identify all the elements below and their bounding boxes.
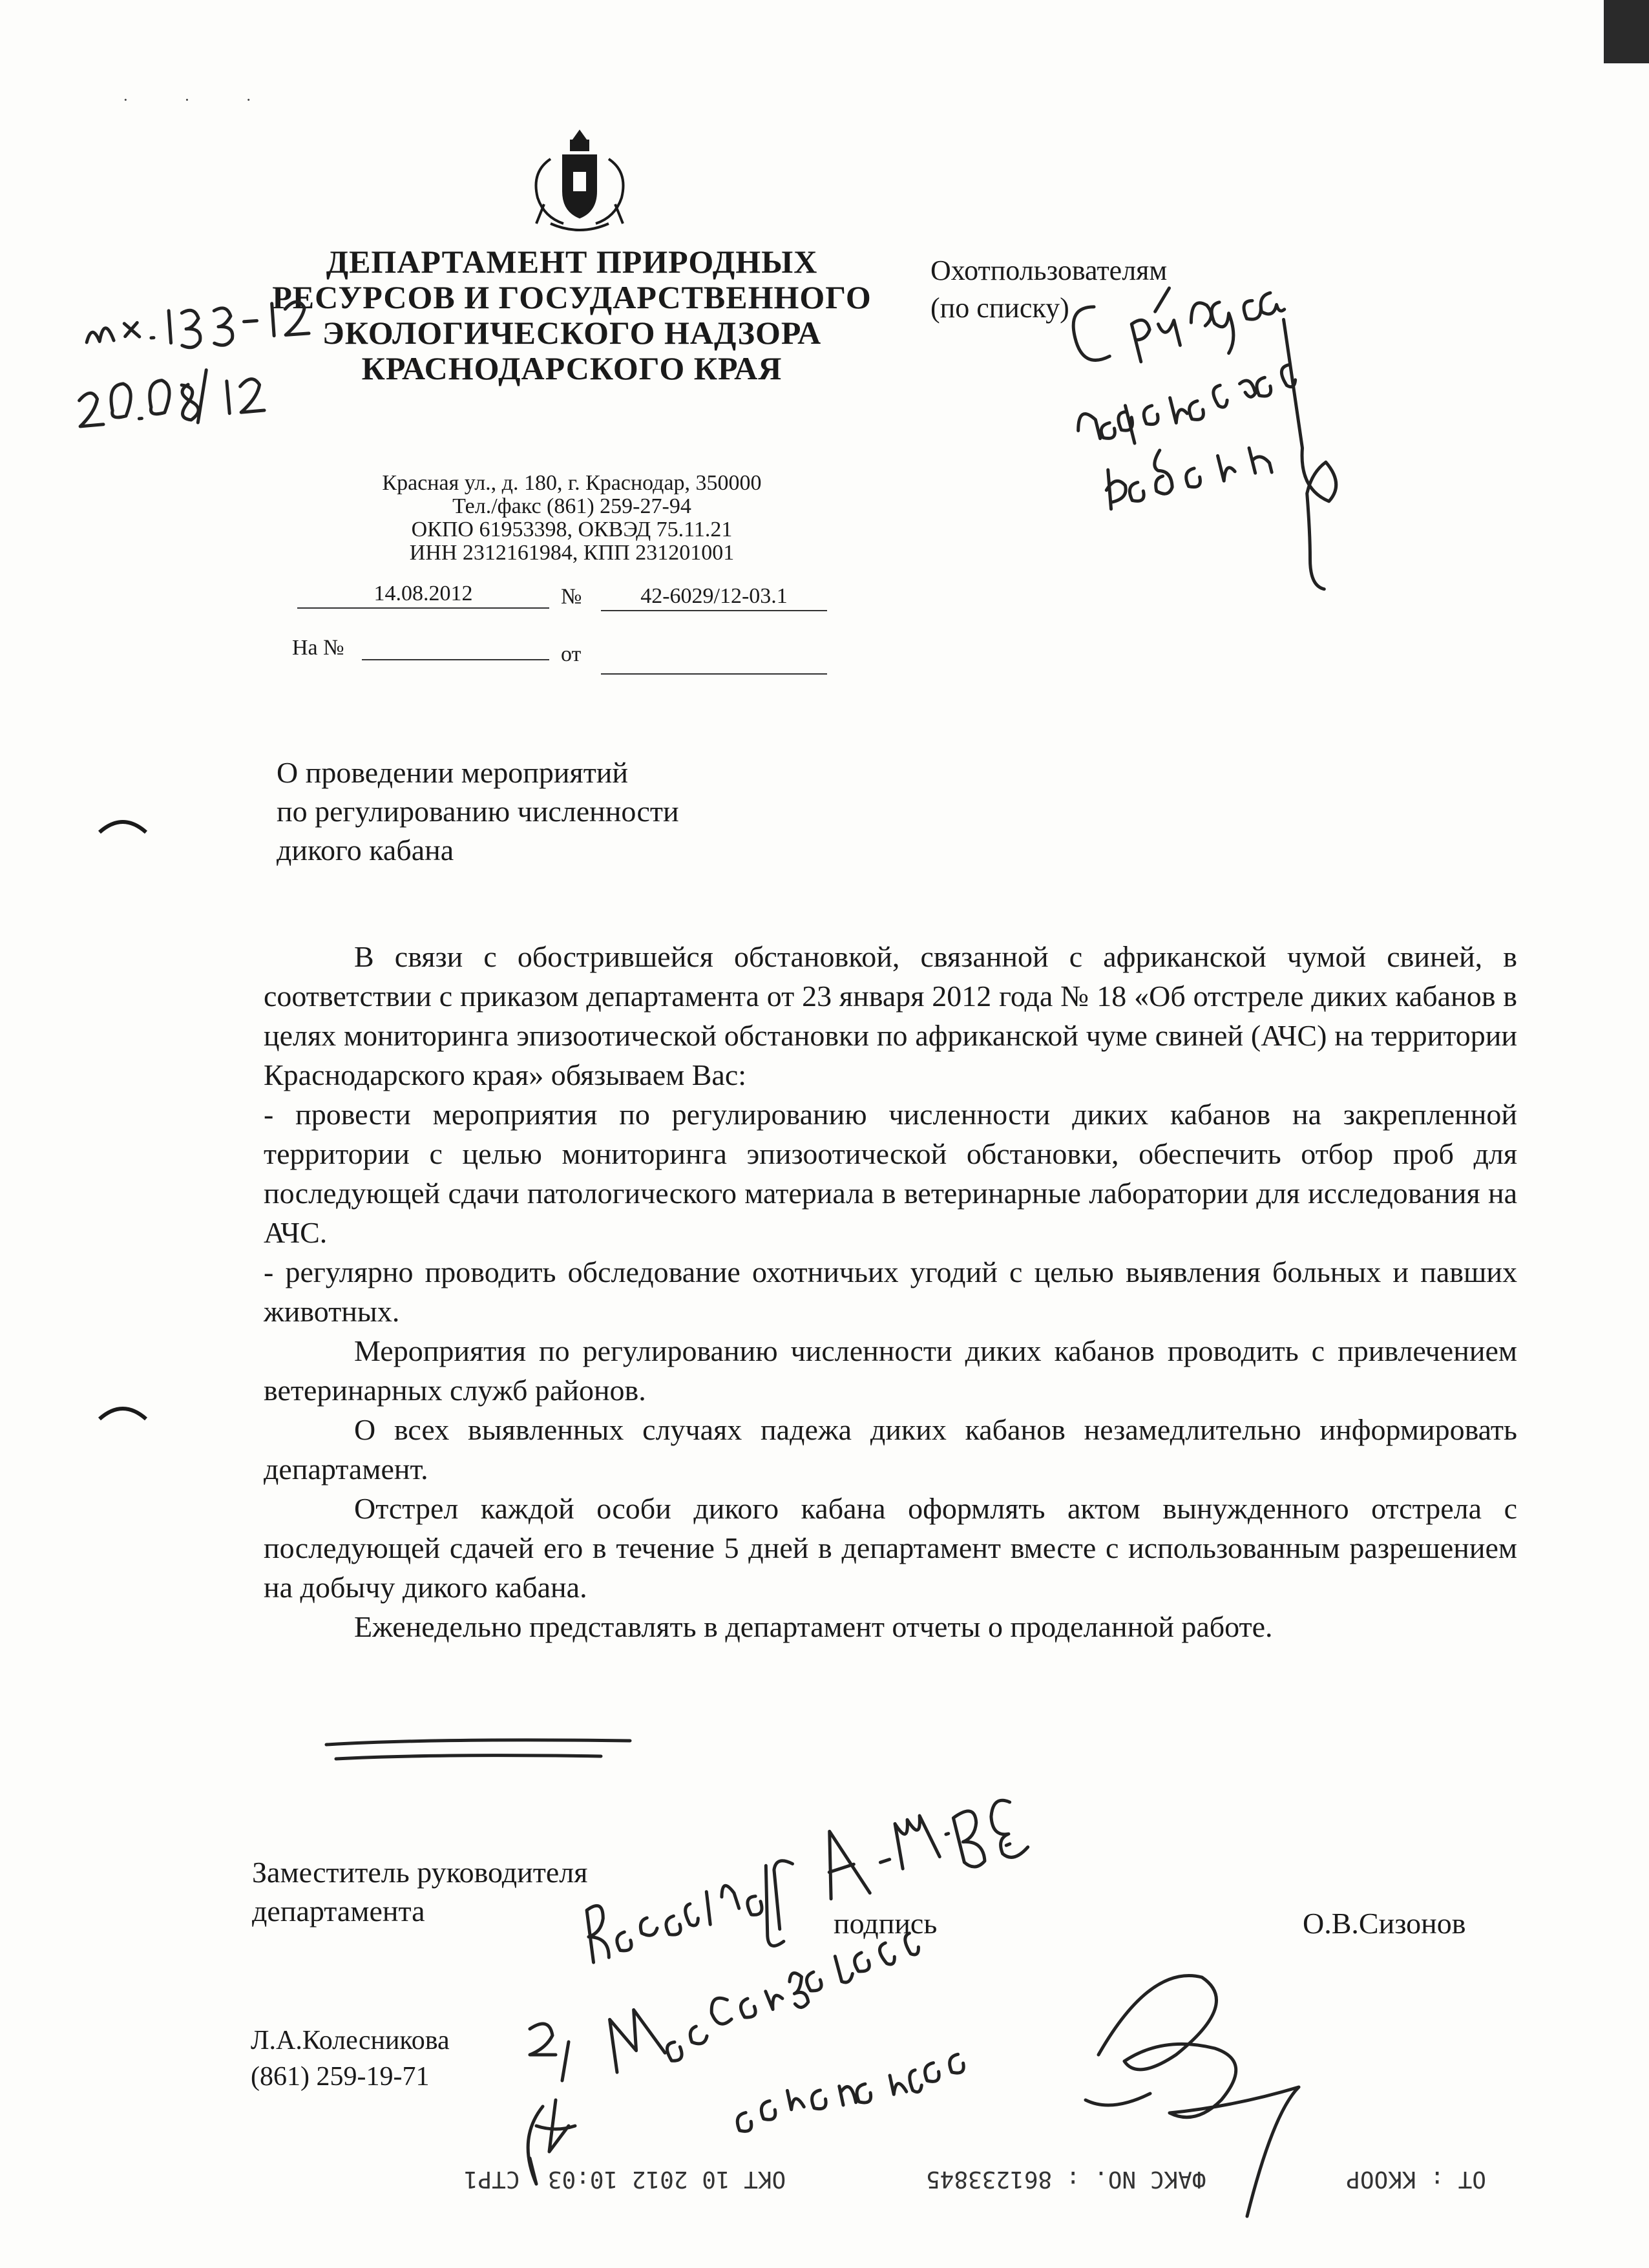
registration-date: 14.08.2012 <box>297 582 549 609</box>
department-phone: Тел./факс (861) 259-27-94 <box>452 494 691 518</box>
body-list-item: - регулярно проводить обследование охотничьих угодий с целью выявления больных и павших животных. <box>264 1255 1517 1328</box>
reply-to-number-label: На № <box>292 636 344 660</box>
margin-note-handwriting <box>733 2053 967 2132</box>
signature-handwriting <box>1086 1976 1299 2217</box>
department-address: Красная ул., д. 180, г. Краснодар, 350000 <box>382 471 762 495</box>
registration-number-label: № <box>561 585 582 609</box>
body-paragraph: О всех выявленных случаях падежа диких кабанов незамедлительно информировать департамент. <box>264 1413 1517 1486</box>
department-codes-okpo: ОКПО 61953398, ОКВЭД 75.11.21 <box>411 518 733 541</box>
subject-line: по регулированию численности <box>277 795 679 828</box>
signature-placeholder: подпись <box>834 1907 938 1940</box>
list-marker-handwriting <box>530 2024 569 2081</box>
department-codes-inn: ИНН 2312161984, КПП 231201001 <box>409 541 735 565</box>
resolution-handwriting <box>1050 259 1361 637</box>
scan-specks: · · · <box>123 90 277 109</box>
registration-number: 42-6029/12-03.1 <box>601 584 827 611</box>
fax-transmission-header: ОТ : ККООР ФАКС NO. : 861233845 ОКТ 10 2012 10:03 СТР1 <box>463 2166 1486 2192</box>
list-marker-handwriting <box>528 2106 543 2184</box>
subject-line: О проведении мероприятий <box>277 756 629 789</box>
executor-name: Л.А.Колесникова <box>251 2026 450 2055</box>
subject-line: дикого кабана <box>277 834 454 866</box>
addressee-note: (по списку) <box>930 292 1069 324</box>
incoming-date-handwriting <box>76 365 265 433</box>
margin-note-handwriting <box>577 1795 965 2000</box>
body-paragraph: Еженедельно представлять в департамент отчеты о проделанной работе. <box>354 1610 1273 1643</box>
body-paragraph: В связи с обострившейся обстановкой, связанной с африканской чумой свиней, в соответствии с приказом департамента от 23 января 2012 года № 18 «Об отстреле диких кабанов в целях мониторинга эпизоотической обстановки по африканской чуме свиней (АЧС) на территории Краснодарского края» обязываем Вас: <box>264 940 1517 1091</box>
margin-note-handwriting <box>575 1794 1053 2083</box>
reply-to-date-label: от <box>561 642 582 666</box>
signatory-position-line: Заместитель руководителя <box>252 1856 588 1889</box>
signatory-name: О.В.Сизонов <box>1303 1907 1466 1940</box>
underline-stroke <box>326 1740 630 1745</box>
body-paragraph: Отстрел каждой особи дикого кабана оформлять актом вынужденного отстрела с последующей сдачей его в течение 5 дней в департамент вместе с использованным разрешением на добычу дикого кабана. <box>264 1492 1517 1604</box>
signatory-position-line: департамента <box>252 1895 425 1927</box>
department-title: ДЕПАРТАМЕНТ ПРИРОДНЫХ РЕСУРСОВ И ГОСУДАРСТВЕННОГО ЭКОЛОГИЧЕСКОГО НАДЗОРА КРАСНОДАРСКОГО КРАЯ <box>272 244 872 386</box>
body-list-item: - провести мероприятия по регулированию численности диких кабанов на закрепленной территории с целью мониторинга эпизоотической обстановки, обеспечить отбор проб для последующей сдачи патологического материала в ветеринарные лаборатории для исследования на АЧС. <box>264 1098 1517 1249</box>
underline-stroke <box>336 1756 601 1759</box>
executor-phone: (861) 259-19-71 <box>251 2062 430 2092</box>
incoming-stamp-handwriting <box>85 301 309 355</box>
body-paragraph: Мероприятия по регулированию численности диких кабанов проводить с привлечением ветеринарных служб районов. <box>264 1334 1517 1407</box>
addressee-line: Охотпользователям <box>930 255 1168 286</box>
